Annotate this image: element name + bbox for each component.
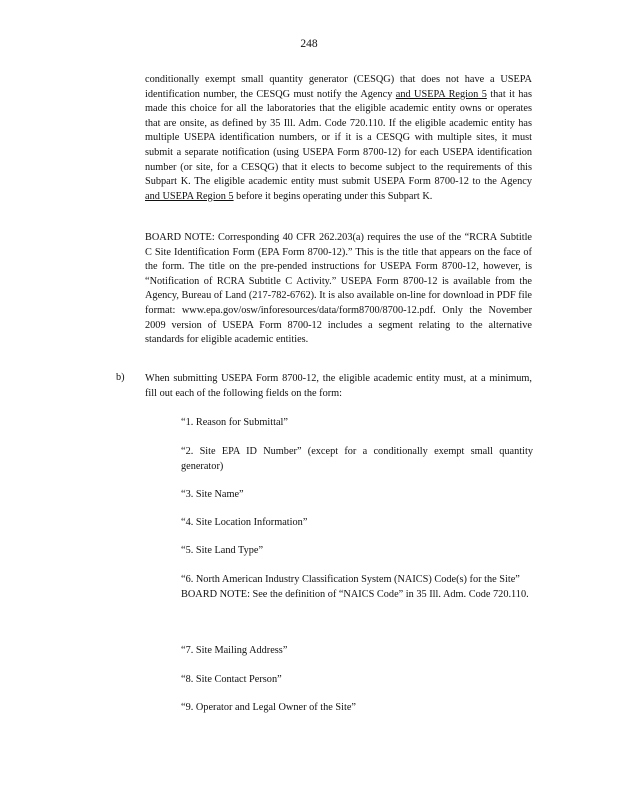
- board-note-1: [145, 231, 532, 348]
- field-7: “7. Site Mailing Address”: [181, 645, 288, 656]
- field-6-text: “6. North American Industry Classification System (NAICS) Code(s) for the Site”: [181, 574, 520, 585]
- para1-text-1: conditionally exempt small quantity generator (CESQG) that does not have a USEPA identification number, the CESQG must notify the Agency: [145, 74, 532, 100]
- para1-underline-1: and USEPA Region 5: [395, 88, 487, 100]
- item-b-body: When submitting USEPA Form 8700-12, the eligible academic entity must, at a minimum, fill out each of the following fields on the form:: [145, 373, 532, 399]
- para1-text-2: that it has made this choice for all the laboratories that the eligible academic entity owns or operates that are onsite, as defined by 35 Ill. Adm. Code 720.110. If the eligible academic entity has multiple USEPA identification numbers, or if it is a CESQG with multiple sites, it must submit a separate notification (using USEPA Form 8700-12) for each USEPA identification number (or site, for a CESQG) that it elects to become subject to the requirements of this Subpart K. The eligible academic entity must submit USEPA Form 8700-12 to the Agency: [145, 88, 532, 188]
- field-6: [181, 573, 533, 602]
- field-5: “5. Site Land Type”: [181, 545, 264, 556]
- field-2: “2. Site EPA ID Number” (except for a conditionally exempt small quantity generator): [181, 446, 533, 472]
- field-1: “1. Reason for Submittal”: [181, 417, 288, 428]
- field-3: “3. Site Name”: [181, 489, 244, 500]
- field-8: “8. Site Contact Person”: [181, 674, 282, 685]
- paragraph-cesqg-notification: [145, 73, 532, 204]
- item-b-label: b): [116, 372, 125, 383]
- field-4: “4. Site Location Information”: [181, 517, 308, 528]
- board-note-1-text: BOARD NOTE: Corresponding 40 CFR 262.203(a) requires the use of the “RCRA Subtitle C Site Identification Form (EPA Form 8700-12).” This is the title that appears on the face of the form. The title on the pre-pended instructions for USEPA Form 8700-12, however, is “Notification of RCRA Subtitle C Activity.” USEPA Form 8700-12 is available from the Agency, Bureau of Land (217-782-6762). It is also available on-line for download in PDF file format: www.epa.gov/osw/inforesources/data/form8700/8700-12.pdf. Only the November 2009 version of USEPA Form 8700-12 includes a segment relating to the alternative standards for eligible academic entities.: [145, 232, 532, 346]
- board-note-2: BOARD NOTE: See the definition of “NAICS Code” in 35 Ill. Adm. Code 720.110.: [181, 588, 529, 600]
- page-number: 248: [300, 38, 318, 50]
- para1-underline-2: and USEPA Region 5: [145, 190, 234, 202]
- item-b-text: [145, 372, 532, 401]
- para1-text-3: before it begins operating under this Subpart K.: [233, 190, 433, 202]
- field-9: “9. Operator and Legal Owner of the Site”: [181, 702, 356, 713]
